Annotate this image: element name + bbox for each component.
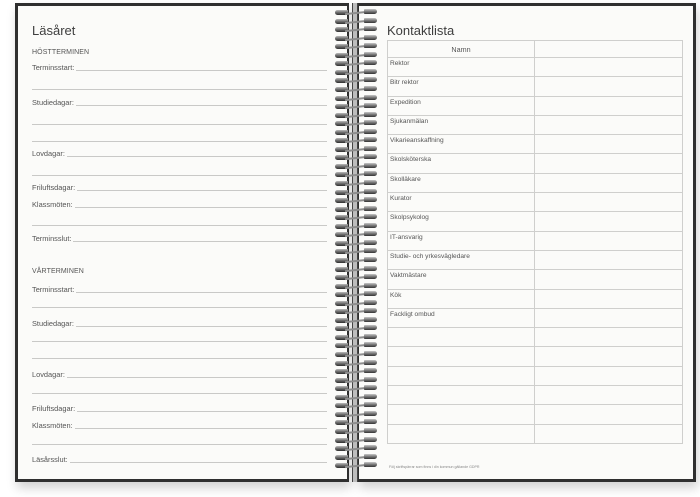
table-row — [388, 405, 683, 424]
spiral-ring-icon — [335, 190, 377, 196]
spiral-ring-icon — [335, 53, 377, 59]
field-spring-studiedagar[interactable]: Studiedagar: — [32, 318, 327, 328]
table-row — [388, 173, 683, 192]
contact-role-cell[interactable]: Expedition — [388, 96, 535, 115]
table-row — [388, 424, 683, 443]
spiral-ring-icon — [335, 215, 377, 221]
table-row — [388, 58, 683, 77]
spiral-ring-icon — [335, 172, 377, 178]
spiral-ring-icon — [335, 258, 377, 264]
spiral-ring-icon — [335, 96, 377, 102]
contact-value-cell[interactable] — [535, 212, 683, 231]
spiral-ring-icon — [335, 309, 377, 315]
spiral-ring-icon — [335, 301, 377, 307]
table-row — [388, 328, 683, 347]
contact-value-cell[interactable] — [535, 424, 683, 443]
spiral-ring-icon — [335, 147, 377, 153]
spiral-ring-icon — [335, 224, 377, 230]
spiral-ring-icon — [335, 343, 377, 349]
blank-line[interactable] — [32, 393, 327, 394]
field-spring-friluftsdagar[interactable]: Friluftsdagar: — [32, 403, 327, 413]
spiral-ring-icon — [335, 352, 377, 358]
contact-role-cell[interactable]: Vikarieanskaffning — [388, 135, 535, 154]
spiral-ring-icon — [335, 121, 377, 127]
spiral-ring-icon — [335, 27, 377, 33]
spiral-ring-icon — [335, 232, 377, 238]
spiral-ring-icon — [335, 36, 377, 42]
spiral-ring-icon — [335, 395, 377, 401]
column-header-blank — [535, 41, 683, 58]
spiral-ring-icon — [335, 326, 377, 332]
field-autumn-terminsslut[interactable]: Terminsslut: — [32, 233, 327, 243]
spiral-ring-icon — [335, 284, 377, 290]
blank-line[interactable] — [32, 175, 327, 176]
blank-line[interactable] — [32, 89, 327, 90]
spiral-ring-icon — [335, 463, 377, 469]
spiral-ring-icon — [335, 438, 377, 444]
field-autumn-studiedagar[interactable]: Studiedagar: — [32, 97, 327, 107]
spiral-ring-icon — [335, 138, 377, 144]
contact-value-cell[interactable] — [535, 308, 683, 327]
field-autumn-terminsstart[interactable]: Terminsstart: — [32, 62, 327, 72]
table-row — [388, 289, 683, 308]
contact-value-cell[interactable] — [535, 386, 683, 405]
contact-role-cell[interactable] — [388, 366, 535, 385]
contact-role-cell[interactable]: Sjukanmälan — [388, 115, 535, 134]
contact-value-cell[interactable] — [535, 328, 683, 347]
table-row — [388, 347, 683, 366]
spiral-ring-icon — [335, 78, 377, 84]
contact-value-cell[interactable] — [535, 77, 683, 96]
contact-role-cell[interactable] — [388, 405, 535, 424]
table-row — [388, 270, 683, 289]
spiral-ring-icon — [335, 104, 377, 110]
spiral-ring-icon — [335, 267, 377, 273]
table-row — [388, 135, 683, 154]
table-row — [388, 386, 683, 405]
contact-value-cell[interactable] — [535, 289, 683, 308]
field-spring-terminsstart[interactable]: Terminsstart: — [32, 284, 327, 294]
spiral-ring-icon — [335, 429, 377, 435]
blank-line[interactable] — [32, 358, 327, 359]
contact-value-cell[interactable] — [535, 231, 683, 250]
contact-table — [387, 40, 683, 444]
spiral-ring-icon — [335, 369, 377, 375]
blank-line[interactable] — [32, 225, 327, 226]
table-row — [388, 154, 683, 173]
spiral-ring-icon — [335, 292, 377, 298]
contact-role-cell[interactable]: IT-ansvarig — [388, 231, 535, 250]
blank-line[interactable] — [32, 307, 327, 308]
gdpr-footnote: Följ skriftspärrar som finns i din kommun gällande GDPR — [389, 465, 480, 469]
contact-value-cell[interactable] — [535, 366, 683, 385]
spiral-ring-icon — [335, 130, 377, 136]
contact-value-cell[interactable] — [535, 270, 683, 289]
spiral-ring-icon — [335, 249, 377, 255]
table-row — [388, 115, 683, 134]
spiral-ring-icon — [335, 87, 377, 93]
spiral-ring-icon — [335, 155, 377, 161]
blank-line[interactable] — [32, 341, 327, 342]
spiral-ring-icon — [335, 113, 377, 119]
page-title: Läsåret — [32, 23, 76, 38]
blank-line[interactable] — [32, 444, 327, 445]
contact-value-cell[interactable] — [535, 58, 683, 77]
table-row — [388, 231, 683, 250]
spiral-ring-icon — [335, 275, 377, 281]
table-row — [388, 96, 683, 115]
contact-role-cell[interactable]: Kurator — [388, 193, 535, 212]
contact-value-cell[interactable] — [535, 135, 683, 154]
table-row — [388, 193, 683, 212]
table-row — [388, 308, 683, 327]
contact-role-cell[interactable]: Studie- och yrkesvägledare — [388, 250, 535, 269]
field-spring-lovdagar[interactable]: Lovdagar: — [32, 369, 327, 379]
contact-role-cell[interactable]: Fackligt ombud — [388, 308, 535, 327]
right-page — [357, 3, 696, 482]
spiral-ring-icon — [335, 164, 377, 170]
contact-role-cell[interactable] — [388, 386, 535, 405]
field-autumn-lovdagar[interactable]: Lovdagar: — [32, 148, 327, 158]
contact-role-cell[interactable]: Skolsköterska — [388, 154, 535, 173]
contact-role-cell[interactable] — [388, 347, 535, 366]
section-heading-autumn: HÖSTTERMINEN — [32, 49, 90, 56]
column-header-namn: Namn — [388, 41, 535, 58]
left-page — [15, 3, 349, 482]
contact-role-cell[interactable] — [388, 328, 535, 347]
contact-value-cell[interactable] — [535, 250, 683, 269]
spiral-ring-icon — [335, 378, 377, 384]
contact-value-cell[interactable] — [535, 96, 683, 115]
spiral-ring-icon — [335, 70, 377, 76]
spiral-ring-icon — [335, 403, 377, 409]
spiral-ring-icon — [335, 361, 377, 367]
field-spring-lasarsslut[interactable]: Läsårsslut: — [32, 454, 327, 464]
field-spring-klassmoten[interactable]: Klassmöten: — [32, 420, 327, 430]
spiral-ring-icon — [335, 181, 377, 187]
contact-role-cell[interactable]: Skolläkare — [388, 173, 535, 192]
contact-value-cell[interactable] — [535, 405, 683, 424]
spiral-ring-icon — [335, 61, 377, 67]
page-title: Kontaktlista — [387, 23, 455, 38]
spiral-ring-icon — [335, 386, 377, 392]
table-row — [388, 366, 683, 385]
table-row — [388, 212, 683, 231]
contact-value-cell[interactable] — [535, 154, 683, 173]
contact-role-cell[interactable]: Vaktmästare — [388, 270, 535, 289]
contact-role-cell[interactable]: Rektor — [388, 58, 535, 77]
spiral-ring-icon — [335, 10, 377, 16]
contact-value-cell[interactable] — [535, 115, 683, 134]
table-row — [388, 77, 683, 96]
blank-line[interactable] — [32, 124, 327, 125]
field-autumn-friluftsdagar[interactable]: Friluftsdagar: — [32, 182, 327, 192]
spiral-ring-icon — [335, 19, 377, 25]
table-row — [388, 250, 683, 269]
spiral-ring-icon — [335, 420, 377, 426]
contact-role-cell[interactable]: Bitr rektor — [388, 77, 535, 96]
spiral-ring-icon — [335, 335, 377, 341]
field-autumn-klassmoten[interactable]: Klassmöten: — [32, 199, 327, 209]
spiral-ring-icon — [335, 241, 377, 247]
contact-value-cell[interactable] — [535, 347, 683, 366]
section-heading-spring: VÅRTERMINEN — [32, 268, 84, 275]
spiral-ring-icon — [335, 455, 377, 461]
spiral-ring-icon — [335, 207, 377, 213]
table-header-row — [388, 41, 683, 58]
spiral-ring-icon — [335, 446, 377, 452]
contact-value-cell[interactable] — [535, 193, 683, 212]
contact-role-cell[interactable]: Kök — [388, 289, 535, 308]
spiral-ring-icon — [335, 44, 377, 50]
spiral-binding — [330, 0, 380, 490]
contact-value-cell[interactable] — [535, 173, 683, 192]
blank-line[interactable] — [32, 141, 327, 142]
contact-role-cell[interactable] — [388, 424, 535, 443]
spiral-ring-icon — [335, 318, 377, 324]
spiral-ring-icon — [335, 412, 377, 418]
spiral-ring-icon — [335, 198, 377, 204]
contact-role-cell[interactable]: Skolpsykolog — [388, 212, 535, 231]
